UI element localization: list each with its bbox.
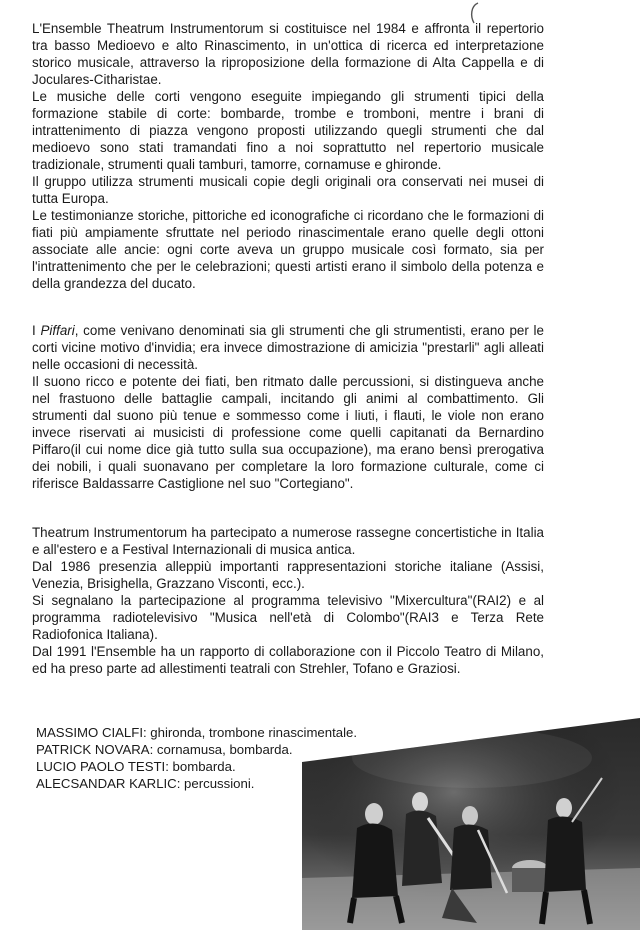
member-role: : percussioni. [176,776,255,791]
piffari-paragraph [32,322,544,373]
member-role: : ghironda, trombone rinascimentale. [142,725,358,740]
piffari-term: Piffari [40,323,75,338]
piffari-section [32,322,544,492]
member-name: PATRICK NOVARA [36,742,150,757]
activity-paragraph: Theatrum Instrumentorum ha partecipato a numerose rassegne concertistiche in Italia e all'estero e a Festival Internazionali di musica antica. [32,525,544,557]
intro-paragraph: Le musiche delle corti vengono eseguite impiegando gli strumenti tipici della formazione stabile di corte: bombarde, trombe e tromboni, mentre i brani di intrattenimento di piazza vengono proposti utilizzando quegli strumenti che dal medioevo sono stati tramandati fino a noi soprattutto nel repertorio musicale tradizionale, strumenti quali tamburi, tamorre, cornamuse e ghironde. [32,89,544,172]
intro-section [32,20,544,292]
activity-paragraph: Dal 1991 l'Ensemble ha un rapporto di collaborazione con il Piccolo Teatro di Milano, ed ha preso parte ad allestimenti teatrali con Strehler, Tofano e Graziosi. [32,644,544,676]
ensemble-photo-graphic [302,718,640,930]
intro-paragraph: L'Ensemble Theatrum Instrumentorum si costituisce nel 1984 e affronta il repertorio tra basso Medioevo e alto Rinascimento, in un'ottica di ricerca ed interpretazione storico musicale, attraverso la riproposizione della formazione di Alta Cappella e di Joculares-Citharistae. [32,21,544,87]
intro-paragraph: Le testimonianze storiche, pittoriche ed iconografiche ci ricordano che le formazioni di fiati più ampiamente sfruttate nel periodo rinascimentale erano quelle degli ottoni associate alle ancie: ogni corte aveva un gruppo musicale così formato, sia per l'intrattenimento che per le celebrazioni; questi artisti erano il simbolo della potenza e della grandezza del ducato. [32,208,544,291]
ensemble-photo [302,718,640,930]
member-name: ALECSANDAR KARLIC [36,776,177,791]
piffari-rest: , come venivano denominati sia gli strumenti che gli strumentisti, erano per le corti vicine motivo d'invidia; era invece dimostrazione di amicizia "prestarli" agli alleati nelle occasioni di necessità. [32,323,544,372]
activity-paragraph: Dal 1986 presenzia alleppiù importanti rappresentazioni storiche italiane (Assisi, Venezia, Brisighella, Grazzano Visconti, ecc.). [32,559,544,591]
member-name: MASSIMO CIALFI [36,725,143,740]
piffari-paragraph: Il suono ricco e potente dei fiati, ben ritmato dalle percussioni, si distingueva anche nel frastuono delle battaglie campali, incitando gli animi al combattimento. Gli strumenti dal suono più tenue e sommesso come i liuti, i flauti, le viole non erano invece riservati ai musicisti di professione come quelli capitanati da Bernardino Piffaro(il cui nome dice già tutto sulla sua occupazione), ma erano bensì prerogativa dei nobili, i quali suonavano per completare la loro formazione culturale, come ci riferisce Baldassarre Castiglione nel suo "Cortegiano". [32,374,544,491]
piffari-intro-word: I [32,323,36,338]
activity-section [32,524,544,677]
member-role: : bombarda. [165,759,236,774]
activity-paragraph: Si segnalano la partecipazione al programma televisivo "Mixercultura"(RAI2) e al programma radiotelevisivo "Musica nell'età di Colombo"(RAI3 e Terza Rete Radiofonica Italiana). [32,593,544,642]
member-role: : cornamusa, bombarda. [149,742,293,757]
intro-paragraph: Il gruppo utilizza strumenti musicali copie degli originali ora conservati nei musei di tutta Europa. [32,174,544,206]
member-name: LUCIO PAOLO TESTI [36,759,166,774]
